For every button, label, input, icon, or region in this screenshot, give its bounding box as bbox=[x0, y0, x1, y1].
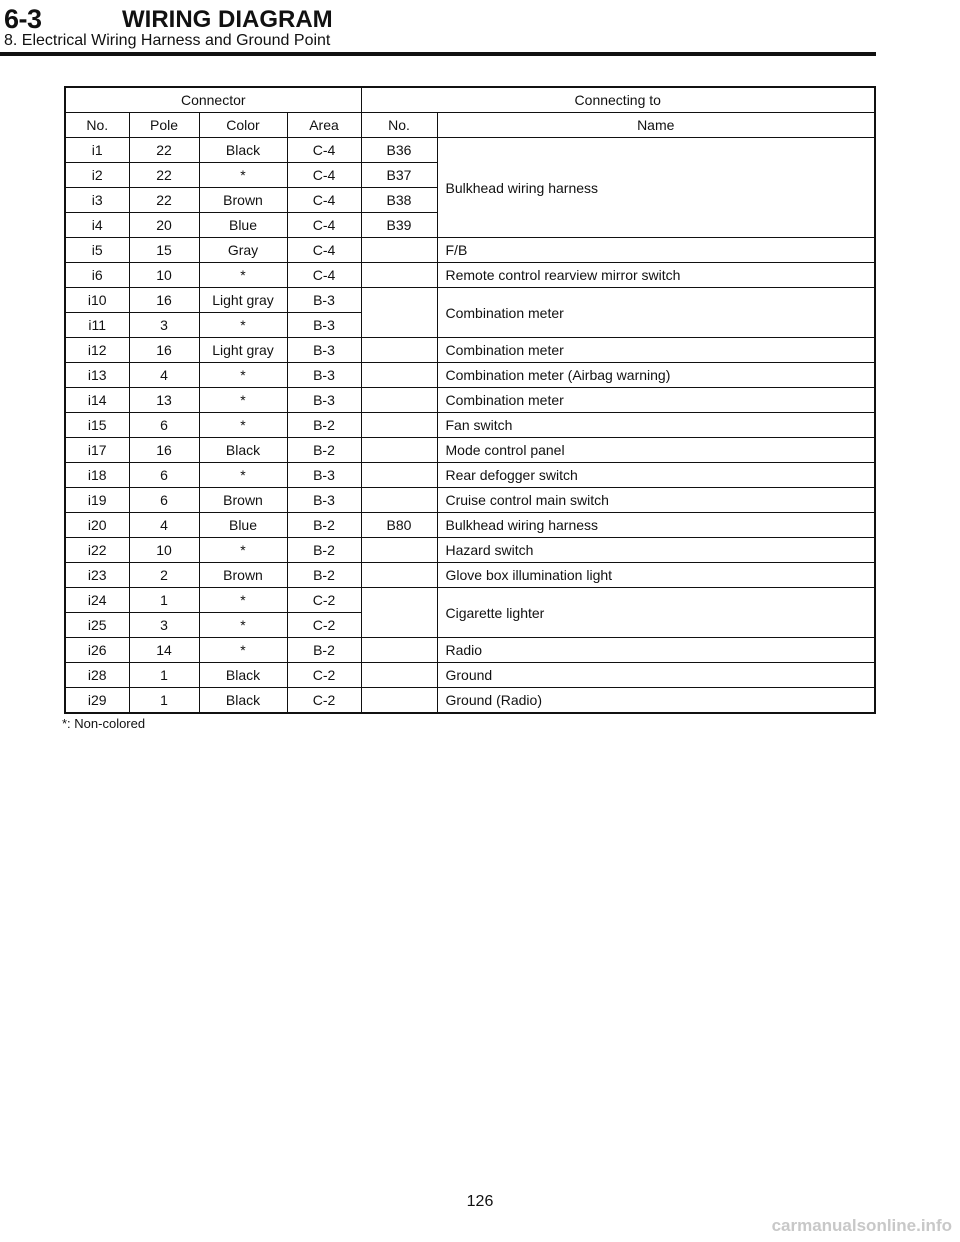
connecting-no-cell bbox=[361, 463, 437, 488]
name-cell: Hazard switch bbox=[437, 538, 875, 563]
connecting-no-cell bbox=[361, 363, 437, 388]
pole-cell: 3 bbox=[129, 613, 199, 638]
area-cell: B-3 bbox=[287, 488, 361, 513]
table-row bbox=[65, 288, 875, 313]
connecting-no-cell: B37 bbox=[361, 163, 437, 188]
area-cell: B-2 bbox=[287, 638, 361, 663]
pole-cell: 16 bbox=[129, 338, 199, 363]
table-row bbox=[65, 563, 875, 588]
connecting-no-cell bbox=[361, 388, 437, 413]
connector-no-cell: i3 bbox=[65, 188, 129, 213]
connecting-no-cell bbox=[361, 488, 437, 513]
name-cell: Rear defogger switch bbox=[437, 463, 875, 488]
area-cell: C-2 bbox=[287, 663, 361, 688]
column-header-row bbox=[65, 113, 875, 138]
name-cell: Radio bbox=[437, 638, 875, 663]
connecting-no-cell bbox=[361, 638, 437, 663]
connecting-no-cell: B38 bbox=[361, 188, 437, 213]
connector-no-cell: i5 bbox=[65, 238, 129, 263]
table-row bbox=[65, 413, 875, 438]
color-cell: * bbox=[199, 538, 287, 563]
pole-cell: 6 bbox=[129, 488, 199, 513]
name-cell: Mode control panel bbox=[437, 438, 875, 463]
connector-no-cell: i22 bbox=[65, 538, 129, 563]
connector-no-cell: i1 bbox=[65, 138, 129, 163]
name-cell: Combination meter bbox=[437, 388, 875, 413]
color-cell: * bbox=[199, 388, 287, 413]
connecting-no-cell bbox=[361, 438, 437, 463]
table-row bbox=[65, 388, 875, 413]
pole-cell: 16 bbox=[129, 438, 199, 463]
connecting-no-cell bbox=[361, 688, 437, 714]
area-cell: B-2 bbox=[287, 413, 361, 438]
pole-cell: 3 bbox=[129, 313, 199, 338]
table-row bbox=[65, 138, 875, 163]
name-cell: Ground bbox=[437, 663, 875, 688]
connector-no-cell: i20 bbox=[65, 513, 129, 538]
color-cell: Brown bbox=[199, 563, 287, 588]
table-row bbox=[65, 238, 875, 263]
area-cell: B-3 bbox=[287, 363, 361, 388]
name-cell: Cruise control main switch bbox=[437, 488, 875, 513]
column-header: Pole bbox=[129, 113, 199, 138]
connector-no-cell: i18 bbox=[65, 463, 129, 488]
name-cell: F/B bbox=[437, 238, 875, 263]
color-cell: * bbox=[199, 313, 287, 338]
area-cell: B-3 bbox=[287, 313, 361, 338]
column-header: No. bbox=[65, 113, 129, 138]
area-cell: C-4 bbox=[287, 238, 361, 263]
page-number: 126 bbox=[466, 1193, 494, 1210]
connecting-no-cell bbox=[361, 563, 437, 588]
connecting-no-cell bbox=[361, 413, 437, 438]
section-subtitle: 8. Electrical Wiring Harness and Ground Point bbox=[4, 32, 331, 49]
pole-cell: 4 bbox=[129, 363, 199, 388]
connecting-no-cell: B80 bbox=[361, 513, 437, 538]
pole-cell: 15 bbox=[129, 238, 199, 263]
area-cell: C-2 bbox=[287, 588, 361, 613]
area-cell: B-2 bbox=[287, 538, 361, 563]
connector-no-cell: i25 bbox=[65, 613, 129, 638]
area-cell: B-3 bbox=[287, 338, 361, 363]
watermark: carmanualsonline.info bbox=[771, 1216, 952, 1235]
table-row bbox=[65, 638, 875, 663]
connector-no-cell: i17 bbox=[65, 438, 129, 463]
pole-cell: 6 bbox=[129, 463, 199, 488]
area-cell: C-4 bbox=[287, 213, 361, 238]
connecting-no-cell bbox=[361, 238, 437, 263]
table-row bbox=[65, 463, 875, 488]
table-row bbox=[65, 438, 875, 463]
connecting-no-cell bbox=[361, 538, 437, 563]
area-cell: C-4 bbox=[287, 188, 361, 213]
pole-cell: 16 bbox=[129, 288, 199, 313]
table-row bbox=[65, 363, 875, 388]
pole-cell: 6 bbox=[129, 413, 199, 438]
pole-cell: 2 bbox=[129, 563, 199, 588]
connector-no-cell: i6 bbox=[65, 263, 129, 288]
area-cell: B-2 bbox=[287, 563, 361, 588]
pole-cell: 1 bbox=[129, 688, 199, 714]
color-cell: Blue bbox=[199, 513, 287, 538]
connecting-no-cell bbox=[361, 288, 437, 338]
name-cell: Combination meter bbox=[437, 288, 875, 338]
area-cell: C-2 bbox=[287, 613, 361, 638]
connecting-no-cell: B39 bbox=[361, 213, 437, 238]
column-header: Name bbox=[437, 113, 875, 138]
pole-cell: 10 bbox=[129, 263, 199, 288]
area-cell: B-3 bbox=[287, 463, 361, 488]
connecting-no-cell bbox=[361, 588, 437, 638]
color-cell: * bbox=[199, 588, 287, 613]
area-cell: C-2 bbox=[287, 688, 361, 714]
color-cell: Black bbox=[199, 438, 287, 463]
color-cell: Black bbox=[199, 688, 287, 714]
color-cell: Black bbox=[199, 663, 287, 688]
column-header: No. bbox=[361, 113, 437, 138]
area-cell: B-2 bbox=[287, 438, 361, 463]
connector-table bbox=[64, 86, 876, 714]
pole-cell: 22 bbox=[129, 163, 199, 188]
name-cell: Ground (Radio) bbox=[437, 688, 875, 714]
color-cell: Light gray bbox=[199, 338, 287, 363]
color-cell: * bbox=[199, 463, 287, 488]
group-header-row bbox=[65, 87, 875, 113]
name-cell: Cigarette lighter bbox=[437, 588, 875, 638]
connector-no-cell: i11 bbox=[65, 313, 129, 338]
name-cell: Bulkhead wiring harness bbox=[437, 513, 875, 538]
connecting-no-cell bbox=[361, 338, 437, 363]
pole-cell: 13 bbox=[129, 388, 199, 413]
pole-cell: 1 bbox=[129, 588, 199, 613]
connector-no-cell: i12 bbox=[65, 338, 129, 363]
connector-no-cell: i19 bbox=[65, 488, 129, 513]
color-cell: * bbox=[199, 613, 287, 638]
pole-cell: 10 bbox=[129, 538, 199, 563]
pole-cell: 4 bbox=[129, 513, 199, 538]
color-cell: Gray bbox=[199, 238, 287, 263]
connector-no-cell: i4 bbox=[65, 213, 129, 238]
connector-no-cell: i15 bbox=[65, 413, 129, 438]
table-row bbox=[65, 263, 875, 288]
area-cell: C-4 bbox=[287, 138, 361, 163]
connecting-no-cell: B36 bbox=[361, 138, 437, 163]
name-cell: Remote control rearview mirror switch bbox=[437, 263, 875, 288]
color-cell: Brown bbox=[199, 488, 287, 513]
color-cell: * bbox=[199, 163, 287, 188]
connector-no-cell: i28 bbox=[65, 663, 129, 688]
name-cell: Combination meter bbox=[437, 338, 875, 363]
group-header-connector: Connector bbox=[65, 87, 361, 113]
header-rule bbox=[0, 52, 876, 56]
connector-no-cell: i13 bbox=[65, 363, 129, 388]
name-cell: Combination meter (Airbag warning) bbox=[437, 363, 875, 388]
color-cell: Brown bbox=[199, 188, 287, 213]
color-cell: Light gray bbox=[199, 288, 287, 313]
connecting-no-cell bbox=[361, 663, 437, 688]
pole-cell: 14 bbox=[129, 638, 199, 663]
pole-cell: 1 bbox=[129, 663, 199, 688]
name-cell: Bulkhead wiring harness bbox=[437, 138, 875, 238]
color-cell: * bbox=[199, 413, 287, 438]
pole-cell: 22 bbox=[129, 138, 199, 163]
table-row bbox=[65, 513, 875, 538]
connector-no-cell: i29 bbox=[65, 688, 129, 714]
pole-cell: 20 bbox=[129, 213, 199, 238]
name-cell: Glove box illumination light bbox=[437, 563, 875, 588]
area-cell: C-4 bbox=[287, 163, 361, 188]
area-cell: B-3 bbox=[287, 288, 361, 313]
color-cell: Blue bbox=[199, 213, 287, 238]
area-cell: B-2 bbox=[287, 513, 361, 538]
group-header-connecting-to: Connecting to bbox=[361, 87, 875, 113]
connector-no-cell: i23 bbox=[65, 563, 129, 588]
connector-no-cell: i14 bbox=[65, 388, 129, 413]
color-cell: * bbox=[199, 363, 287, 388]
color-cell: * bbox=[199, 638, 287, 663]
name-cell: Fan switch bbox=[437, 413, 875, 438]
section-title: WIRING DIAGRAM bbox=[122, 6, 333, 33]
color-cell: * bbox=[199, 263, 287, 288]
table-row bbox=[65, 688, 875, 714]
color-cell: Black bbox=[199, 138, 287, 163]
table-row bbox=[65, 338, 875, 363]
connector-no-cell: i2 bbox=[65, 163, 129, 188]
table-row bbox=[65, 588, 875, 613]
area-cell: C-4 bbox=[287, 263, 361, 288]
column-header: Color bbox=[199, 113, 287, 138]
table-row bbox=[65, 488, 875, 513]
connector-no-cell: i10 bbox=[65, 288, 129, 313]
connector-no-cell: i24 bbox=[65, 588, 129, 613]
connecting-no-cell bbox=[361, 263, 437, 288]
column-header: Area bbox=[287, 113, 361, 138]
pole-cell: 22 bbox=[129, 188, 199, 213]
footnote: *: Non-colored bbox=[62, 716, 146, 731]
section-number: 6-3 bbox=[4, 4, 42, 34]
connector-no-cell: i26 bbox=[65, 638, 129, 663]
area-cell: B-3 bbox=[287, 388, 361, 413]
table-row bbox=[65, 663, 875, 688]
table-row bbox=[65, 538, 875, 563]
page-header bbox=[0, 0, 960, 60]
